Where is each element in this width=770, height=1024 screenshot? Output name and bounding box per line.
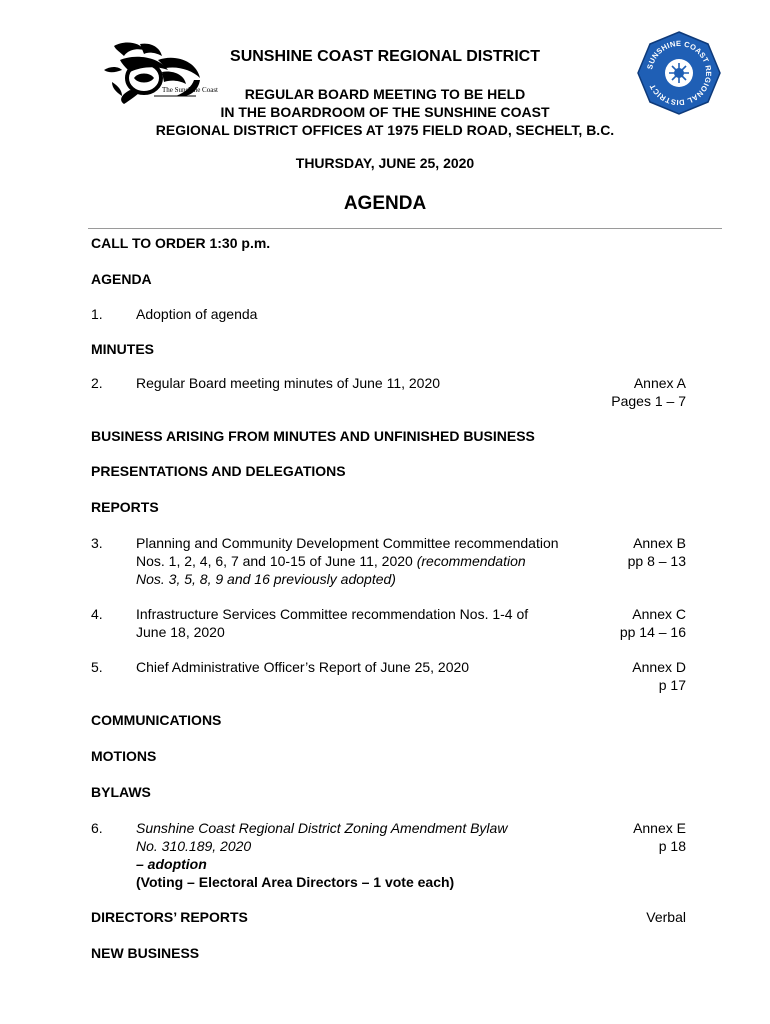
annex-label: Annex C	[632, 606, 686, 622]
item-6-line-3: – adoption	[136, 856, 207, 872]
header-divider	[88, 228, 722, 229]
annex-pages: Pages 1 – 7	[611, 393, 686, 409]
item-6-line-1: Sunshine Coast Regional District Zoning Amendment Bylaw	[136, 820, 508, 836]
annex-label: Annex B	[633, 535, 686, 551]
item-3-line-2-italic: (recommendation	[416, 553, 526, 569]
item-6-line-4: (Voting – Electoral Area Directors – 1 vote each)	[136, 874, 455, 890]
item-5-text: Chief Administrative Officer’s Report of June 25, 2020	[136, 659, 470, 675]
item-2-annex	[556, 374, 686, 410]
annex-label: Annex A	[633, 375, 686, 391]
item-4-annex	[556, 605, 686, 641]
item-1-text: Adoption of agenda	[136, 306, 258, 322]
section-motions: MOTIONS	[91, 748, 157, 764]
meeting-line-1: REGULAR BOARD MEETING TO BE HELD	[244, 86, 526, 102]
directors-reports-verbal	[556, 908, 686, 926]
item-3-annex	[556, 534, 686, 570]
section-business-arising: BUSINESS ARISING FROM MINUTES AND UNFINISHED BUSINESS	[91, 428, 535, 444]
section-minutes: MINUTES	[91, 341, 154, 357]
item-3-line-1: Planning and Community Development Committee recommendation	[136, 535, 559, 551]
item-3-text	[136, 534, 596, 588]
section-directors-reports: DIRECTORS’ REPORTS	[91, 909, 248, 925]
section-reports: REPORTS	[91, 499, 159, 515]
section-bylaws: BYLAWS	[91, 784, 151, 800]
item-3-number: 3.	[91, 535, 103, 551]
meeting-line-2: IN THE BOARDROOM OF THE SUNSHINE COAST	[220, 104, 550, 120]
item-5-number: 5.	[91, 659, 103, 675]
page-title: SUNSHINE COAST REGIONAL DISTRICT	[230, 48, 540, 65]
item-6-text	[136, 819, 596, 891]
section-new-business: NEW BUSINESS	[91, 945, 200, 961]
section-communications: COMMUNICATIONS	[91, 712, 222, 728]
annex-pages: p 18	[658, 838, 686, 854]
item-6-number: 6.	[91, 820, 103, 836]
item-1-number: 1.	[91, 306, 103, 322]
logo-tagline: The Sunshine Coast	[162, 86, 218, 94]
section-agenda: AGENDA	[91, 271, 152, 287]
item-3-line-3: Nos. 3, 5, 8, 9 and 16 previously adopted)	[136, 571, 396, 587]
item-2-text: Regular Board meeting minutes of June 11, 2020	[136, 375, 441, 391]
item-6-annex	[556, 819, 686, 855]
annex-label: Annex E	[633, 820, 686, 836]
item-6-line-2: No. 310.189, 2020	[136, 838, 252, 854]
annex-label: Annex D	[632, 659, 686, 675]
seal-text: SUNSHINE COAST REGIONAL DISTRICT	[645, 38, 714, 108]
annex-pages: p 17	[658, 677, 686, 693]
annex-pages: pp 8 – 13	[627, 553, 686, 569]
item-4-line-2: June 18, 2020	[136, 624, 225, 640]
meeting-date: THURSDAY, JUNE 25, 2020	[295, 155, 475, 171]
item-4-number: 4.	[91, 606, 103, 622]
item-4-text	[136, 605, 596, 641]
item-3-line-2: Nos. 1, 2, 4, 6, 7 and 10-15 of June 11, 2020	[136, 553, 417, 569]
annex-pages: pp 14 – 16	[619, 624, 686, 640]
section-call-to-order: CALL TO ORDER 1:30 p.m.	[91, 235, 271, 251]
item-2-number: 2.	[91, 375, 103, 391]
agenda-heading: AGENDA	[343, 193, 427, 214]
item-4-line-1: Infrastructure Services Committee recommendation Nos. 1-4 of	[136, 606, 529, 622]
item-5-annex	[556, 658, 686, 694]
verbal-label: Verbal	[646, 909, 686, 925]
section-presentations: PRESENTATIONS AND DELEGATIONS	[91, 463, 346, 479]
meeting-line-3: REGIONAL DISTRICT OFFICES AT 1975 FIELD ROAD, SECHELT, B.C.	[155, 122, 615, 138]
